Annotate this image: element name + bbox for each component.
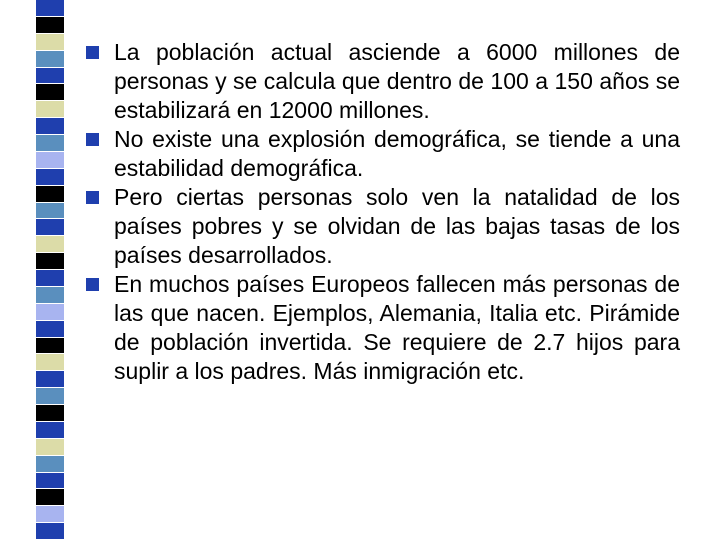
stripe-segment [36,253,64,270]
stripe-segment [36,118,64,135]
stripe-segment [36,338,64,355]
stripe-segment [36,523,64,540]
decorative-stripe [36,0,64,540]
bullet-text: La población actual asciende a 6000 millones de personas y se calcula que dentro de 100 a 150 años se estabilizará en 12000 millones. [114,39,680,123]
stripe-segment [36,186,64,203]
square-bullet-icon [86,278,99,291]
stripe-segment [36,489,64,506]
bullet-item [82,270,680,386]
stripe-segment [36,203,64,220]
stripe-segment [36,101,64,118]
stripe-segment [36,473,64,490]
bullet-item [82,38,680,125]
stripe-segment [36,135,64,152]
stripe-segment [36,405,64,422]
stripe-segment [36,17,64,34]
stripe-segment [36,388,64,405]
bullet-text: En muchos países Europeos fallecen más personas de las que nacen. Ejemplos, Alemania, Italia etc. Pirámide de población invertida. Se requiere de 2.7 hijos para suplir a los padres. Más inmigración etc. [114,271,680,384]
bullet-item [82,183,680,270]
square-bullet-icon [86,133,99,146]
stripe-segment [36,68,64,85]
bullet-text: No existe una explosión demográfica, se tiende a una estabilidad demográfica. [114,126,680,181]
stripe-segment [36,169,64,186]
stripe-segment [36,270,64,287]
stripe-segment [36,0,64,17]
stripe-segment [36,287,64,304]
bullet-text: Pero ciertas personas solo ven la natalidad de los países pobres y se olvidan de las bajas tasas de los países desarrollados. [114,184,680,268]
stripe-segment [36,456,64,473]
stripe-segment [36,506,64,523]
stripe-segment [36,51,64,68]
stripe-segment [36,422,64,439]
square-bullet-icon [86,46,99,59]
bullet-item [82,125,680,183]
bullet-list [82,38,680,386]
stripe-segment [36,439,64,456]
stripe-segment [36,84,64,101]
stripe-segment [36,236,64,253]
stripe-segment [36,152,64,169]
stripe-segment [36,304,64,321]
square-bullet-icon [86,191,99,204]
stripe-segment [36,34,64,51]
stripe-segment [36,371,64,388]
stripe-segment [36,354,64,371]
stripe-segment [36,219,64,236]
stripe-segment [36,321,64,338]
